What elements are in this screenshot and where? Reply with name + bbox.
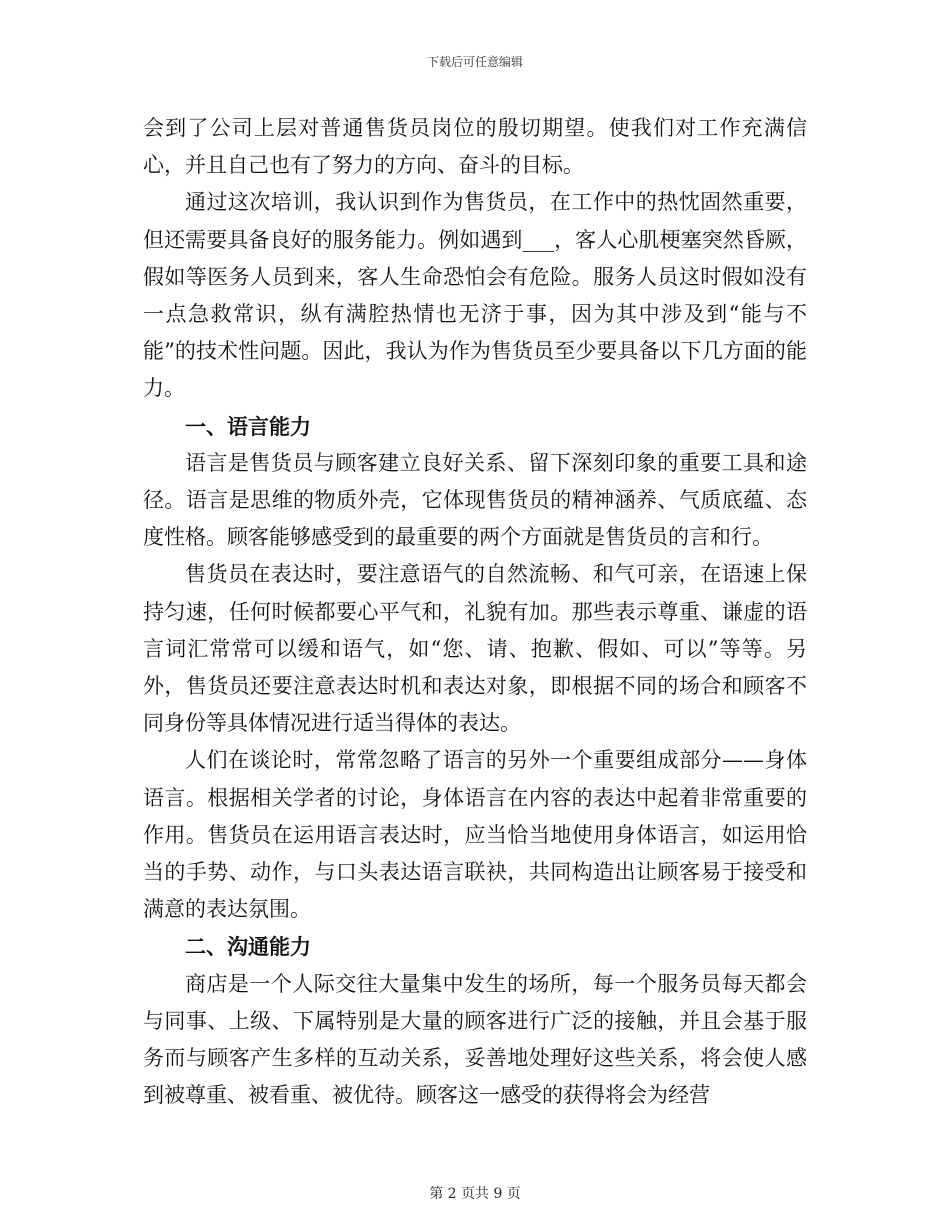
page-footer: 第 2 页共 9 页 [429,1186,521,1202]
section-heading-communication: 二、沟通能力 [185,934,311,960]
paragraph-training: 通过这次培训，我认识到作为售货员，在工作中的热忱固然重要，但还需要具备良好的服务能力。例如遇到___，客人心肌梗塞突然昏厥，假如等医务人员到来，客人生命恐怕会有危险。服务人员这时假如没有一点急救常识，纵有满腔热情也无济于事，因为其中涉及到“能与不能”的技术性问题。因此，我认为作为售货员至少要具备以下几方面的能力。 [143,190,807,401]
section-heading-language: 一、语言能力 [185,413,311,439]
paragraph-language-tone: 售货员在表达时，要注意语气的自然流畅、和气可亲，在语速上保持匀速，任何时候都要心平气和，礼貌有加。那些表示尊重、谦虚的语言词汇常常可以缓和语气，如“您、请、抱歉、假如、可以”等等。另外，售货员还要注意表达时机和表达对象，即根据不同的场合和顾客不同身份等具体情况进行适当得体的表达。 [143,562,807,736]
page-header: 下载后可任意编辑 [426,55,523,69]
paragraph-body-language: 人们在谈论时，常常忽略了语言的另外一个重要组成部分——身体语言。根据相关学者的讨论，身体语言在内容的表达中起着非常重要的作用。售货员在运用语言表达时，应当恰当地使用身体语言，如运用恰当的手势、动作，与口头表达语言联袂，共同构造出让顾客易于接受和满意的表达氛围。 [143,748,807,922]
paragraph-communication: 商店是一个人际交往大量集中发生的场所，每一个服务员每天都会与同事、上级、下属特别是大量的顾客进行广泛的接触，并且会基于服务而与顾客产生多样的互动关系，妥善地处理好这些关系，将会使人感到被尊重、被看重、被优待。顾客这一感受的获得将会为经营 [143,971,807,1108]
document-body [143,110,807,1114]
paragraph-language-intro: 语言是售货员与顾客建立良好关系、留下深刻印象的重要工具和途径。语言是思维的物质外壳，它体现售货员的精神涵养、气质底蕴、态度性格。顾客能够感受到的最重要的两个方面就是售货员的言和行。 [143,450,807,550]
paragraph-continuation: 会到了公司上层对普通售货员岗位的殷切期望。使我们对工作充满信心，并且自己也有了努力的方向、奋斗的目标。 [143,116,807,178]
